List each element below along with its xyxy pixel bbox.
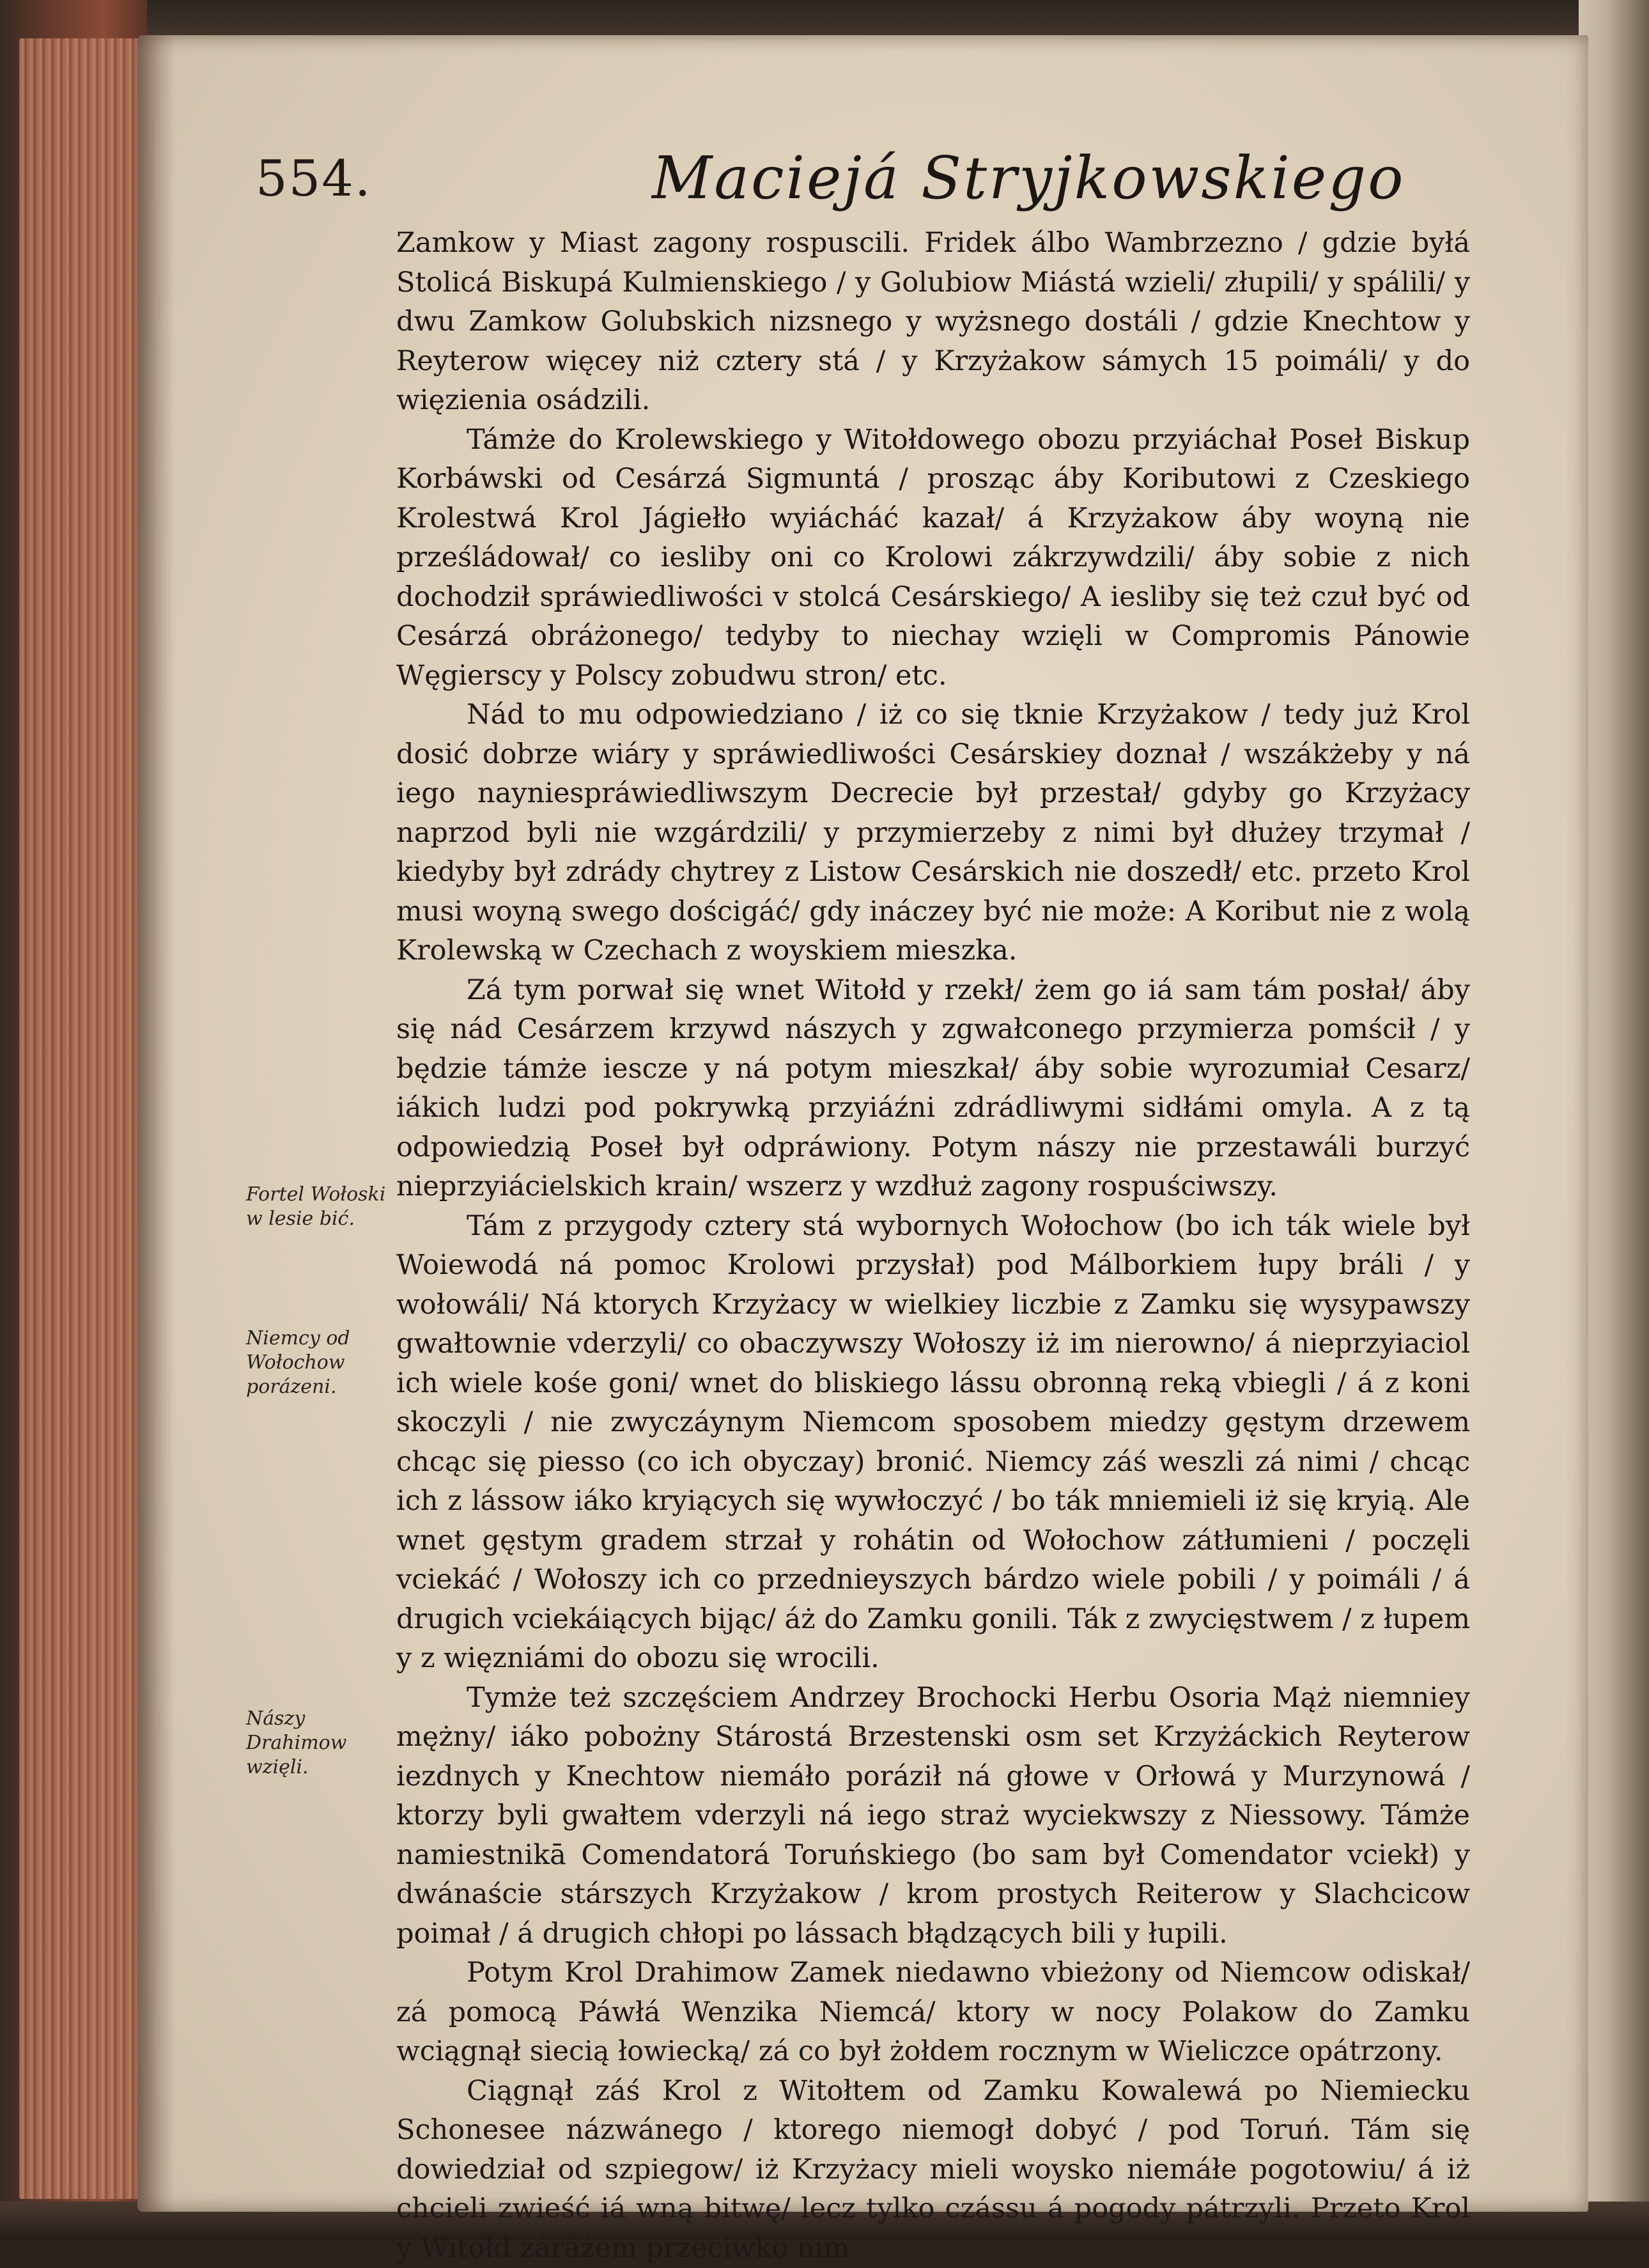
- page-header: [256, 144, 1534, 214]
- page-number: 554.: [256, 150, 372, 208]
- margin-note: Niemcy od Wołochow porázeni.: [246, 1326, 399, 1399]
- paragraph: Potym Krol Drahimow Zamek niedawno vbieżony od Niemcow odiskał/ zá pomocą Páwłá Wenzika Niemcá/ ktory w nocy Polakow do Zamku wciągnął siecią łowiecką/ zá co był żołdem rocznym w Wieliczce opátrzony.: [396, 1953, 1470, 2072]
- paragraph: Zá tym porwał się wnet Witołd y rzekł/ żem go iá sam tám posłał/ áby się nád Cesárzem krzywd nászych y zgwałconego przymierza pomścił / y będzie támże iescze y ná potym mieszkał/ áby sobie wyrozumiał Cesarz/ iákich ludzi pod pokrywką przyiáźni zdrádliwymi sidłámi omyla. A z tą odpowiedzią Poseł był odpráwiony. Potym nászy nie przestawáli burzyć nieprzyiácielskich krain/ wszerz y wzdłuż zagony rospuściwszy.: [396, 971, 1470, 1207]
- margin-note: Fortel Wołoski w lesie bić.: [246, 1183, 399, 1231]
- page-edges: [19, 38, 147, 2199]
- running-title: Maciejá Stryjkowskiego: [652, 144, 1405, 212]
- paragraph: Támże do Krolewskiego y Witołdowego obozu przyiáchał Poseł Biskup Korbáwski od Cesárzá Sigmuntá / prosząc áby Koributowi z Czeskiego Krolestwá Krol Jágiełło wyiácháć kazał/ á Krzyżakow áby woyną nie prześládował/ co iesliby oni co Krolowi zákrzywdzili/ áby sobie z nich dochodził spráwiedliwości v stolcá Cesárskiego/ A iesliby się też czuł być od Cesárzá obráżonego/ tedyby to niechay wzięli w Compromis Pánowie Węgierscy y Polscy zobudwu stron/ etc.: [396, 421, 1470, 696]
- paragraph: Tymże też szczęściem Andrzey Brochocki Herbu Osoria Mąż niemniey mężny/ iáko pobożny Stárostá Brzestenski osm set Krzyżáckich Reyterow iezdnych y Knechtow niemáło poráził ná głowe v Orłowá y Murzynowá / ktorzy byli gwałtem vderzyli ná iego straż wyciekwszy z Niessowy. Támże namiestnikā Comendatorá Toruńskiego (bo sam był Comendator vciekł) y dwánaście stárszych Krzyżakow / krom prostych Reiterow y Slachcicow poimał / á drugich chłopi po lássach błądzących bili y łupili.: [396, 1679, 1470, 1954]
- facing-page-edge: [1579, 0, 1649, 2240]
- paragraph: Nád to mu odpowiedziano / iż co się tknie Krzyżakow / tedy już Krol dosić dobrze wiáry y spráwiedliwości Cesárskiey doznał / wszákżeby y ná iego nayniespráwiedliwszym Decrecie był przestał/ gdyby go Krzyżacy naprzod byli nie wzgárdzili/ y przymierzeby z nimi był dłużey trzymał / kiedyby był zdrády chytrey z Listow Cesárskich nie doszedł/ etc. przeto Krol musi woyną swego dościgáć/ gdy ináczey być nie może: A Koribut nie z wolą Krolewską w Czechach z woyskiem mieszka.: [396, 695, 1470, 971]
- body-text: [396, 224, 1470, 2268]
- gutter-shadow: [137, 35, 176, 2212]
- margin-note: Nászy Drahimow wzięli.: [246, 1707, 399, 1780]
- paragraph: Ciągnął záś Krol z Witołtem od Zamku Kowalewá po Niemiecku Schonesee názwánego / ktorego niemogł dobyć / pod Toruń. Tám się dowiedział od szpiegow/ iż Krzyżacy mieli woysko niemáłe pogotowiu/ á iż chcieli zwieść iá wną bitwę/ lecz tylko czássu á pogody pátrzyli. Przeto Krol y Witołd záráżem przeciwko nim: [396, 2072, 1470, 2268]
- paragraph: Tám z przygody cztery stá wybornych Wołochow (bo ich ták wiele był Woiewodá ná pomoc Krolowi przysłał) pod Málborkiem łupy bráli / y wołowáli/ Ná ktorych Krzyżacy w wielkiey liczbie z Zamku się wysypawszy gwałtownie vderzyli/ co obaczywszy Wołoszy iż im nierowno/ á nieprzyiaciol ich wiele kośe goni/ wnet do bliskiego lássu obronną reką vbiegli / á z koni skoczyli / nie zwyczáynym Niemcom sposobem miedzy gęstym drzewem chcąc się piesso (co ich obyczay) bronić. Niemcy záś weszli zá nimi / chcąc ich z lássow iáko kryiących się wywłoczyć / bo ták mniemieli iż się kryią. Ale wnet gęstym gradem strzał y rohátin od Wołochow zátłumieni / poczęli vciekáć / Wołoszy ich co przednieyszych bárdzo wiele pobili / y poimáli / á drugich vciekáiących bijąc/ áż do Zamku gonili. Ták z zwycięstwem / z łupem y z więzniámi do obozu się wrocili.: [396, 1207, 1470, 1679]
- paragraph: Zamkow y Miast zagony rospuscili. Fridek álbo Wambrzezno / gdzie byłá Stolicá Biskupá Kulmienskiego / y Golubiow Miástá wzieli/ złupili/ y spálili/ y dwu Zamkow Golubskich nizsnego y wyżsnego dostáli / gdzie Knechtow y Reyterow więcey niż cztery stá / y Krzyżakow sámych 15 poimáli/ y do więzienia osádzili.: [396, 224, 1470, 421]
